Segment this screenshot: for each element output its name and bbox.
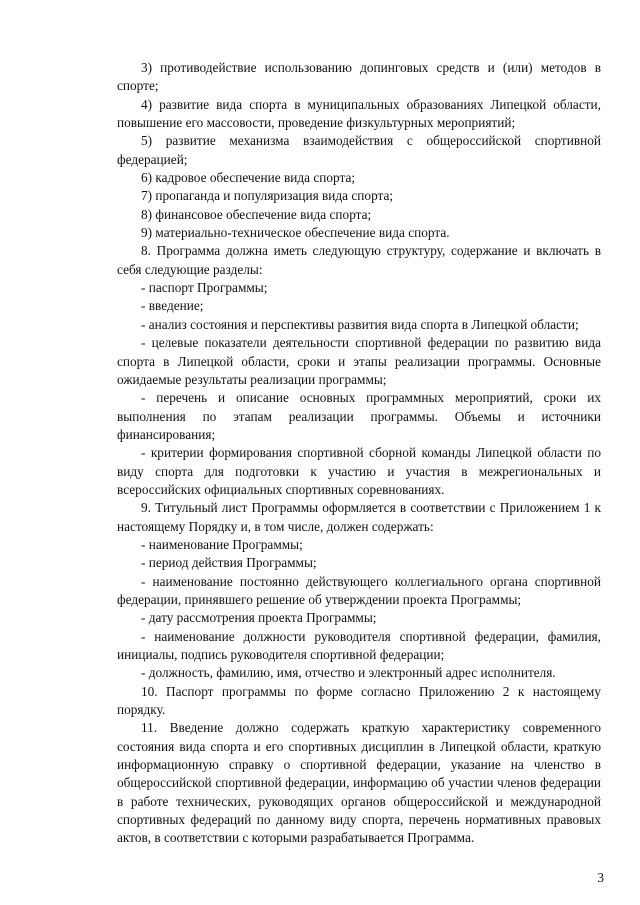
- paragraph: - должность, фамилию, имя, отчество и электронный адрес исполнителя.: [141, 665, 556, 681]
- paragraph: 9) материально-техническое обеспечение вида спорта.: [141, 225, 450, 241]
- paragraph: - наименование Программы;: [141, 536, 303, 552]
- paragraph: 10. Паспорт программы по форме согласно Приложению 2 к настоящему порядку.: [117, 683, 601, 718]
- paragraph: 8. Программа должна иметь следующую структуру, содержание и включать в себя следующие разделы:: [117, 243, 601, 277]
- paragraph: - наименование должности руководителя спортивной федерации, фамилия, инициалы, подпись руководителя спортивной федерации;: [117, 628, 601, 662]
- page-number: 3: [597, 870, 604, 885]
- paragraph: - анализ состояния и перспективы развития вида спорта в Липецкой области;: [141, 316, 579, 332]
- paragraph: - введение;: [141, 298, 204, 314]
- paragraph: 11. Введение должно содержать краткую характеристику современного состояния вида спорта и его спортивных дисциплин в Липецкой области, краткую информационную справку о спортивной федерации, указание на членство в общероссийской спортивной федерации, информацию об участии членов федерации в работе технических, руководящих органов общероссийской и международной спортивных федераций по данному виду спорта, перечень нормативных правовых актов, в соответствии с которыми разрабатывается Программа.: [117, 720, 601, 846]
- paragraph: 8) финансовое обеспечение вида спорта;: [141, 206, 372, 222]
- paragraph: - дату рассмотрения проекта Программы;: [141, 610, 377, 626]
- paragraph: - целевые показатели деятельности спортивной федерации по развитию вида спорта в Липецкой области, сроки и этапы реализации программы. Основные ожидаемые результаты реализации программы;: [117, 335, 601, 387]
- paragraph: 5) развитие механизма взаимодействия с общероссийской спортивной федерацией;: [117, 133, 601, 167]
- paragraph: 9. Титульный лист Программы оформляется в соответствии с Приложением 1 к настоящему Порядку и, в том числе, должен содержать:: [117, 500, 601, 534]
- paragraph: - перечень и описание основных программных мероприятий, сроки их выполнения по этапам реализации программы. Объемы и источники финансирования;: [117, 390, 601, 442]
- paragraph: 4) развитие вида спорта в муниципальных образованиях Липецкой области, повышение его массовости, проведение физкультурных мероприятий;: [117, 96, 601, 131]
- paragraph: 6) кадровое обеспечение вида спорта;: [141, 170, 356, 186]
- paragraph: - критерии формирования спортивной сборной команды Липецкой области по виду спорта для подготовки к участию и участия в межрегиональных и всероссийских официальных спортивных соревнованиях.: [117, 445, 601, 497]
- paragraph: - паспорт Программы;: [141, 280, 268, 296]
- document-body: [117, 59, 601, 848]
- paragraph: 7) пропаганда и популяризация вида спорта;: [141, 188, 394, 204]
- paragraph: - период действия Программы;: [141, 555, 317, 571]
- paragraph: - наименование постоянно действующего коллегиального органа спортивной федерации, принявшего решение об утверждении проекта Программы;: [117, 573, 601, 607]
- paragraph: 3) противодействие использованию допинговых средств и (или) методов в спорте;: [117, 60, 601, 94]
